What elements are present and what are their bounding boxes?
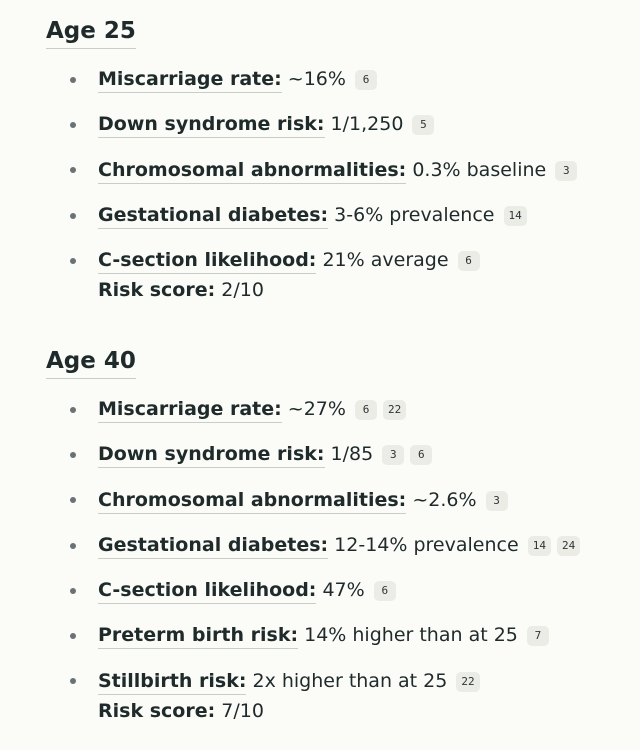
- item-value: 0.3% baseline: [412, 158, 547, 181]
- risk-score-value: 7/10: [221, 700, 264, 723]
- list-item: [46, 57, 577, 102]
- list-item: [46, 102, 577, 147]
- citation-badge[interactable]: 6: [410, 445, 432, 465]
- bullet-icon: [70, 452, 76, 458]
- item-value: ~16%: [287, 68, 346, 90]
- citation-badge[interactable]: 3: [555, 161, 577, 181]
- term-link[interactable]: Gestational diabetes:: [98, 204, 328, 229]
- term-link[interactable]: Preterm birth risk:: [98, 624, 298, 649]
- item-value: ~2.6%: [412, 488, 477, 511]
- risk-score-label: Risk score:: [98, 279, 216, 302]
- term-link[interactable]: Down syndrome risk:: [98, 113, 325, 138]
- list-item: [46, 148, 577, 193]
- list-item: [46, 523, 580, 568]
- term-link[interactable]: Stillbirth risk:: [98, 670, 246, 695]
- risk-list: [46, 57, 577, 283]
- citation-badge[interactable]: 6: [374, 581, 396, 601]
- item-value: 1/1,250: [330, 113, 404, 136]
- citation-badge[interactable]: 7: [527, 626, 549, 646]
- list-item: [46, 659, 580, 704]
- item-value: 12-14% prevalence: [334, 533, 519, 556]
- section-heading: Age 25: [46, 14, 136, 49]
- citation-badge[interactable]: 22: [456, 672, 479, 692]
- bullet-icon: [70, 213, 76, 219]
- list-item: [46, 613, 580, 658]
- citation-badge[interactable]: 6: [355, 400, 377, 420]
- term-link[interactable]: Chromosomal abnormalities:: [98, 489, 406, 514]
- bullet-icon: [70, 122, 76, 128]
- section-age-25: [46, 14, 577, 303]
- citation-badge[interactable]: 24: [557, 536, 580, 556]
- bullet-icon: [70, 497, 76, 503]
- bullet-icon: [70, 167, 76, 173]
- citation-badge[interactable]: 5: [412, 115, 434, 135]
- bullet-icon: [70, 588, 76, 594]
- item-value: 1/85: [330, 443, 374, 466]
- item-value: ~27%: [287, 398, 346, 420]
- citation-badge[interactable]: 6: [458, 251, 480, 271]
- list-item: [46, 387, 580, 432]
- list-item: [46, 568, 580, 613]
- list-item: [46, 432, 580, 477]
- bullet-icon: [70, 678, 76, 684]
- risk-score-label: Risk score:: [98, 700, 216, 723]
- item-value: 14% higher than at 25: [304, 624, 518, 647]
- list-item: [46, 193, 577, 238]
- citation-badge[interactable]: 6: [355, 70, 377, 90]
- term-link[interactable]: Gestational diabetes:: [98, 534, 328, 559]
- term-link[interactable]: Miscarriage rate:: [98, 68, 282, 93]
- item-value: 21% average: [322, 249, 449, 272]
- term-link[interactable]: C-section likelihood:: [98, 249, 316, 274]
- term-link[interactable]: C-section likelihood:: [98, 579, 316, 604]
- citation-badge[interactable]: 14: [528, 536, 551, 556]
- list-item: [46, 238, 577, 283]
- term-link[interactable]: Miscarriage rate:: [98, 398, 282, 423]
- citation-badge[interactable]: 22: [383, 400, 406, 420]
- citation-badge[interactable]: 3: [486, 491, 508, 511]
- item-value: 2x higher than at 25: [252, 669, 448, 692]
- item-value: 47%: [322, 579, 365, 602]
- term-link[interactable]: Down syndrome risk:: [98, 443, 325, 468]
- risk-list: [46, 387, 580, 704]
- section-age-40: [46, 344, 580, 724]
- section-heading: Age 40: [46, 344, 136, 379]
- item-value: 3-6% prevalence: [334, 203, 495, 226]
- citation-badge[interactable]: 14: [504, 206, 527, 226]
- list-item: [46, 478, 580, 523]
- bullet-icon: [70, 633, 76, 639]
- bullet-icon: [70, 407, 76, 413]
- bullet-icon: [70, 543, 76, 549]
- term-link[interactable]: Chromosomal abnormalities:: [98, 159, 406, 184]
- risk-score-value: 2/10: [221, 279, 264, 302]
- citation-badge[interactable]: 3: [382, 445, 404, 465]
- bullet-icon: [70, 258, 76, 264]
- bullet-icon: [70, 77, 76, 83]
